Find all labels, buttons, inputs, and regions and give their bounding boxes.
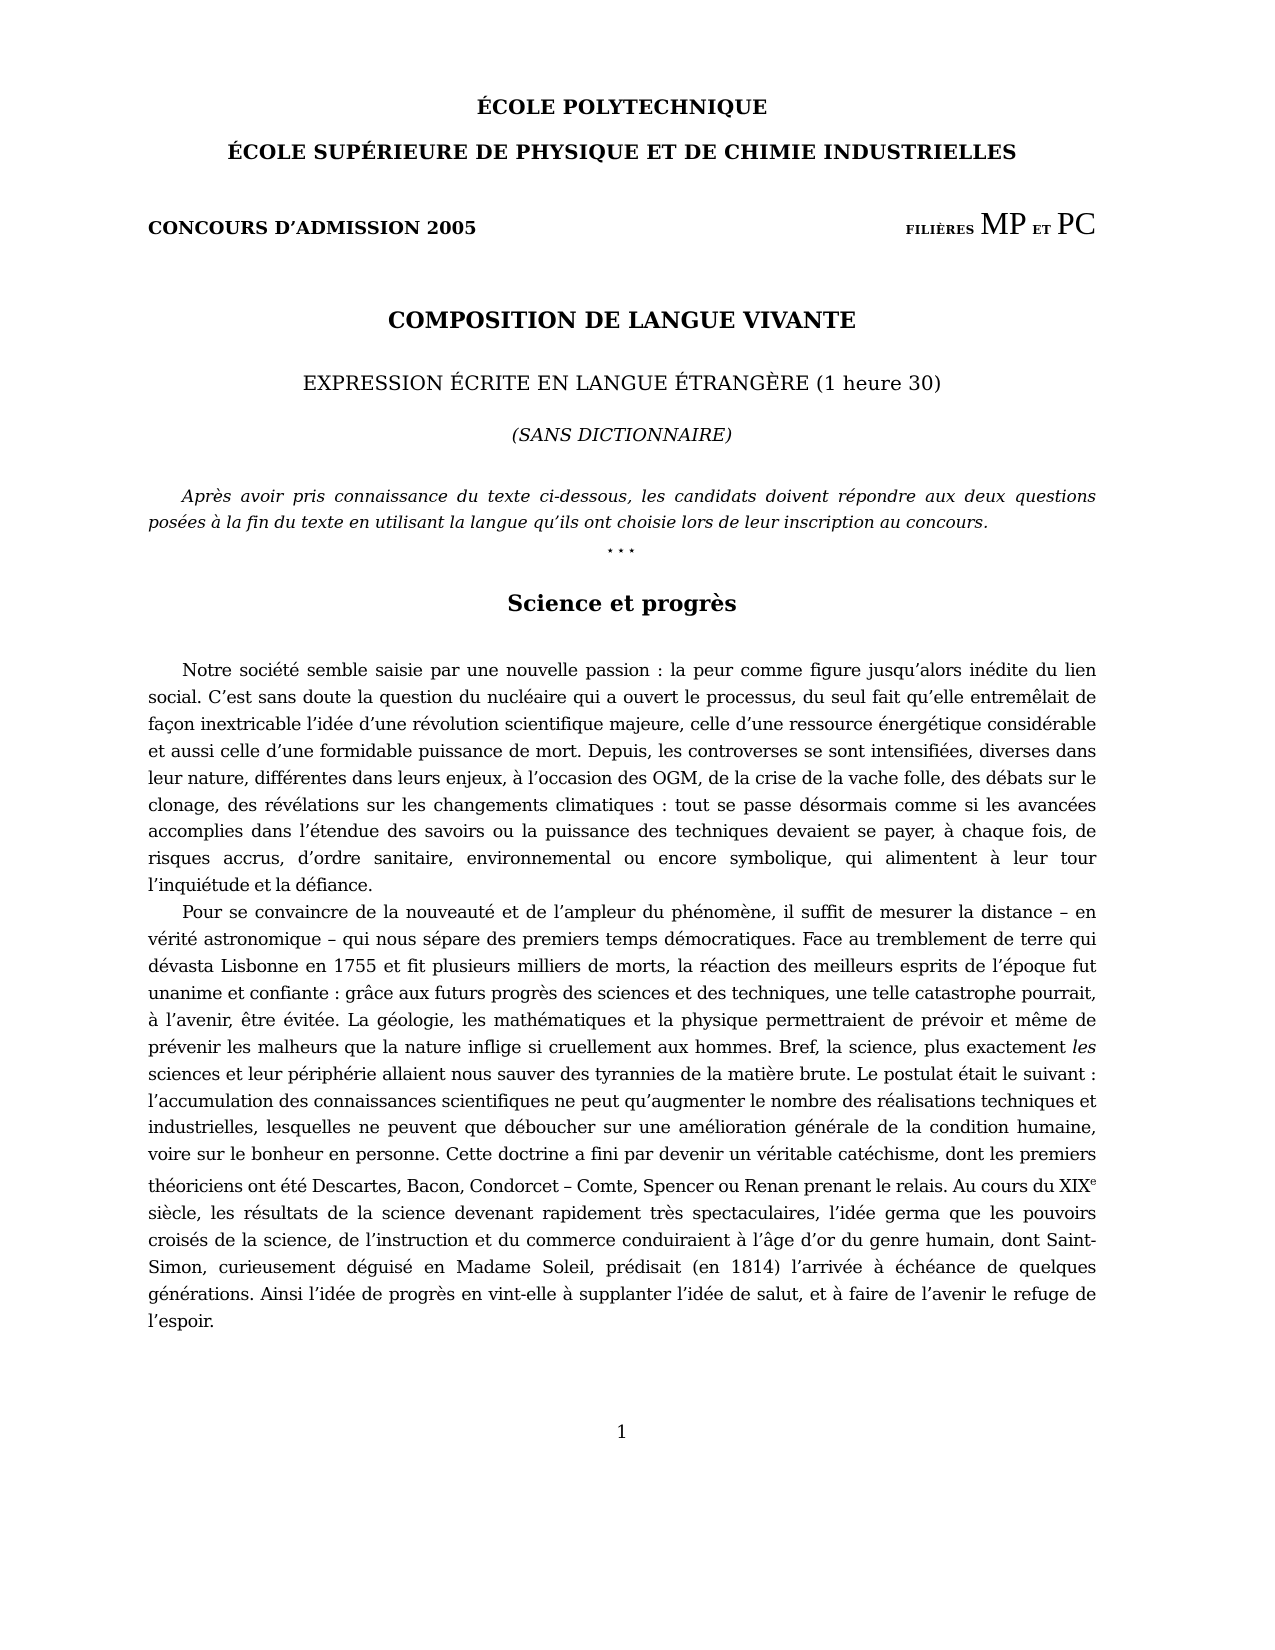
essay-body (148, 658, 1096, 1336)
essay-paragraph-2 (148, 900, 1096, 1335)
exam-page (148, 0, 1096, 1650)
exam-name: CONCOURS D’ADMISSION 2005 (148, 218, 477, 239)
et-label: et (1032, 219, 1052, 239)
paragraph-2-text-b: sciences et leur périphérie allaient nous sauver des tyrannies de la matière brute. Le postulat était le suivant : l’accumulation des connaissances scientifiques ne peut qu’augmenter le nombre des réalisations techniques et industrielles, lesquelles ne peuvent que déboucher sur une amélioration générale de la condition humaine, voire sur le bonheur en personne. Cette doctrine a fini par devenir un véritable catéchisme, dont les premiers théoriciens ont été Descartes, Bacon, Condorcet – Comte, Spencer ou Renan prenant le relais. Au cours du XIX (148, 1064, 1096, 1198)
sans-dictionnaire-note: (SANS DICTIONNAIRE) (511, 425, 733, 446)
essay-title: Science et progrès (507, 591, 737, 617)
filiere-mp: MP (980, 205, 1027, 241)
filieres (906, 205, 1096, 242)
paragraph-2-superscript: e (1089, 1175, 1096, 1189)
paragraph-2-emphasis: les (1072, 1037, 1096, 1058)
expression-subtitle: EXPRESSION ÉCRITE EN LANGUE ÉTRANGÈRE (1 heure 30) (302, 371, 942, 395)
page-number: 1 (616, 1422, 628, 1443)
separator-stars: ⋆⋆⋆ (605, 543, 639, 559)
composition-title: COMPOSITION DE LANGUE VIVANTE (387, 308, 857, 334)
instructions-paragraph: Après avoir pris connaissance du texte ci-dessous, les candidats doivent répondre aux deux questions posées à la fin du texte en utilisant la langue qu’ils ont choisie lors de leur inscription au concours. (148, 487, 1096, 533)
paragraph-2-text-c: siècle, les résultats de la science devenant rapidement très spectaculaires, l’idée germa que les pouvoirs croisés de la science, de l’instruction et du commerce conduiraient à l’âge d’or du genre humain, dont Saint-Simon, curieusement déguisé en Madame Soleil, prédisait (en 1814) l’arrivée à échéance de quelques générations. Ainsi l’idée de progrès en vint-elle à supplanter l’idée de salut, et à faire de l’avenir le refuge de l’espoir. (148, 1203, 1096, 1332)
exam-info-row (148, 205, 1096, 245)
filiere-pc: PC (1056, 205, 1096, 241)
school-name-polytechnique: ÉCOLE POLYTECHNIQUE (476, 95, 768, 119)
paragraph-2-text-a: Pour se convaincre de la nouveauté et de l’ampleur du phénomène, il suffit de mesurer la distance – en vérité astronomique – qui nous sépare des premiers temps démocratiques. Face au tremblement de terre qui dévasta Lisbonne en 1755 et fit plusieurs milliers de morts, la réaction des meilleurs esprits de l’époque fut unanime et confiante : grâce aux futurs progrès des sciences et des techniques, une telle catastrophe pourrait, à l’avenir, être évitée. La géologie, les mathématiques et la physique permettraient de prévoir et même de prévenir les malheurs que la nature inflige si cruellement aux hommes. Bref, la science, plus exactement (148, 903, 1096, 1058)
school-name-espci: ÉCOLE SUPÉRIEURE DE PHYSIQUE ET DE CHIMIE INDUSTRIELLES (227, 140, 1017, 164)
filieres-label: filières (905, 219, 975, 239)
essay-paragraph-1: Notre société semble saisie par une nouvelle passion : la peur comme figure jusqu’alors inédite du lien social. C’est sans doute la question du nucléaire qui a ouvert le processus, du seul fait qu’elle entremêlait de façon inextricable l’idée d’une révolution scientifique majeure, celle d’une ressource énergétique considérable et aussi celle d’une formidable puissance de mort. Depuis, les controverses se sont intensifiées, diverses dans leur nature, différentes dans leurs enjeux, à l’occasion des OGM, de la crise de la vache folle, des débats sur le clonage, des révélations sur les changements climatiques : tout se passe désormais comme si les avancées accomplies dans l’étendue des savoirs ou la puissance des techniques devaient se payer, à chaque fois, de risques accrus, d’ordre sanitaire, environnemental ou encore symbolique, qui alimentent à leur tour l’inquiétude et la défiance. (148, 661, 1096, 897)
